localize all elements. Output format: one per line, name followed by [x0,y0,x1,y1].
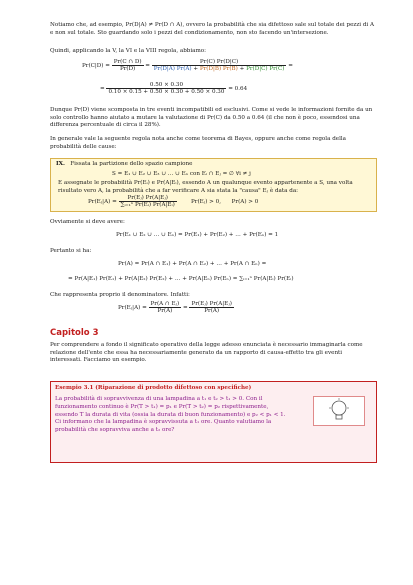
example-title: Esempio 3.1 (Riparazione di prodotto difettoso con specifiche) [55,385,252,391]
eq1-f1-num: Pr(C ∩ D) [113,59,142,65]
rule-intro: Fissata la partizione dello spazio campione [70,161,193,167]
eq1-den-term-c: Pr(D|C) Pr(C) [246,66,285,72]
rule-condition-1: Pr(Eⱼ) > 0, [191,199,221,205]
rule-formula-lhs: Pr(Eⱼ|A) = [88,199,117,205]
paragraph-conditional-note: Notiamo che, ad esempio, Pr(D|A) ≠ Pr(D ∩ A), ovvero la probabilità che sia difettoso sale sul totale dei pezzi di A e non sul totale. Sto guardando solo i pezzi del condizionamento, non sto facendo un'intersezione. [50,22,375,36]
rule-number: IX. [56,161,65,167]
paragraph-therefore: Pertanto si ha: [50,248,92,254]
eq6-f1-den: Pr(A) [157,308,173,314]
eq2-num: 0.50 × 0.30 [106,82,226,89]
eq6-fraction-2 [189,301,233,314]
equation-total-partition: Pr(E₁ ∪ E₂ ∪ … ∪ Eₙ) = Pr(E₁) + Pr(E₂) + … + Pr(Eₙ) = 1 [116,232,279,238]
rule-formula-den: ∑ᵢ₌₁ⁿ Pr(Eᵢ) Pr(A|Eᵢ) [120,202,175,208]
rule-ix-header [56,161,192,167]
paragraph-operational-meaning: Per comprendere a fondo il significato operativo della legge adesso enunciata è necessario immaginarla come relazione dell'ente che essa ha necessariamente generato da un rapporto di causa-effetto tra gli eventi interessati. Facciamo un esempio. [50,342,363,364]
eq2-den: 0.10 × 0.15 + 0.50 × 0.30 + 0.50 × 0.30 [108,89,225,95]
eq6-fraction-1 [149,301,182,314]
paragraph-obvious: Ovviamente si deve avere: [50,219,125,225]
chapter-title: Capitolo 3 [50,328,99,338]
eq2-fraction [106,82,226,95]
rule-formula [88,195,258,208]
equation-bayes-example: Pr(C|D) = $\frac{Pr(C \cap D)}{Pr(D)}$ = $\frac{Pr(C) Pr(D|C)}{Pr(D|A) Pr(A) + Pr(D|B) Pr(B) + Pr(D|C) Pr(C)}$ = [82,59,293,72]
eq1-den-term-a: Pr(D|A) Pr(A) [153,66,192,72]
paragraph-decomposition: Dunque Pr(D) viene scomposta in tre eventi incompatibili ed esclusivi. Come si vede le informazioni fornite da un solo controllo hanno aiutato a mutare la valutazione di Pr(C) da 0.50 a 0.64 (il che non è poco, essendosi una differenza percentuale di circa il 28%). [50,107,373,129]
eq6-f1-num: Pr(A ∩ Eⱼ) [150,301,180,307]
eq1-fraction-1 [112,59,144,72]
eq1-den-term-b: Pr(D|B) Pr(B) [199,66,238,72]
rule-condition-2: Pr(A) > 0 [231,199,259,205]
example-box [50,381,377,463]
paragraph-denominator: Che rappresenta proprio il denominatore. Infatti: [50,292,190,298]
rule-formula-num: Pr(Eⱼ) Pr(A|Eⱼ) [119,195,177,202]
eq1-f1-den: Pr(D) [119,66,136,72]
equation-total-probability-2: = Pr(A|E₁) Pr(E₁) + Pr(A|E₂) Pr(E₂) + … + Pr(A|Eₙ) Pr(Eₙ) = ∑ᵢ₌₁ⁿ Pr(A|Eᵢ) Pr(Eᵢ) [68,276,294,282]
paragraph-bayes-intro: In generale vale la seguente regola nota anche come teorema di Bayes, oppure anche come regola della probabilità delle cause: [50,136,346,150]
rule-partition: S = E₁ ∪ E₂ ∪ E₃ ∪ … ∪ Eₙ con Eᵢ ∩ Eⱼ = ∅ ∀i ≠ j [112,171,251,177]
eq1-f2-num: Pr(C) Pr(D|C) [152,59,287,66]
eq1-lhs: Pr(C|D) = [82,63,110,69]
eq1-equals: = [145,63,150,69]
eq6-lhs: Pr(Eⱼ|A) = [118,305,147,311]
eq6-f2-den: Pr(A) [204,308,220,314]
eq2-result: = 0.64 [228,86,248,92]
equation-total-probability-1: Pr(A) = Pr(A ∩ E₁) + Pr(A ∩ E₂) + … + Pr(A ∩ Eₙ) = [118,261,267,267]
equation-bayes-derivation [118,301,234,314]
rule-formula-fraction [119,195,177,208]
rule-text: E assegnate le probabilità Pr(Eᵢ) e Pr(A|Eᵢ), essendo A un qualunque evento appartenente a S, una volta risultato vero A, la probabilità che a far verificare A sia stata la "causa" Eⱼ è data da: [58,180,353,194]
example-body: La probabilità di sopravvivenza di una lampadina a t₁ e t₂ > t₁ > 0. Con il funzionamento continuo è Pr(T > t₁) = p₁ e Pr(T > t₂) = p₂ rispettivamente, essendo T la durata di vita (ossia la durata di buon funzionamento) e p₂ < p₁ < 1. Ci informano che la lampadina è sopravvissuta a t₁ ore. Quanto valutiamo la probabilità che sopravviva anche a t₂ ore? [55,396,286,434]
eq6-equals: = [182,305,188,311]
eq1-f2-den: Pr(D|A) Pr(A) + Pr(D|B) Pr(B) + Pr(D|C) Pr(C) [153,66,285,72]
paragraph-apply-rules: Quindi, applicando la V, la VI e la VIII regola, abbiamo: [50,48,207,54]
eq1-fraction-2 [152,59,287,72]
eq6-f2-num: Pr(Eⱼ) Pr(A|Eⱼ) [191,301,232,307]
light-bulb-sketch-icon [313,396,365,426]
equation-numeric: = $\frac{0.50 \times 0.30}{0.10 \times 0.15 + 0.50 \times 0.30 + 0.50 \times 0.30}$ = 0.64 [100,82,248,95]
